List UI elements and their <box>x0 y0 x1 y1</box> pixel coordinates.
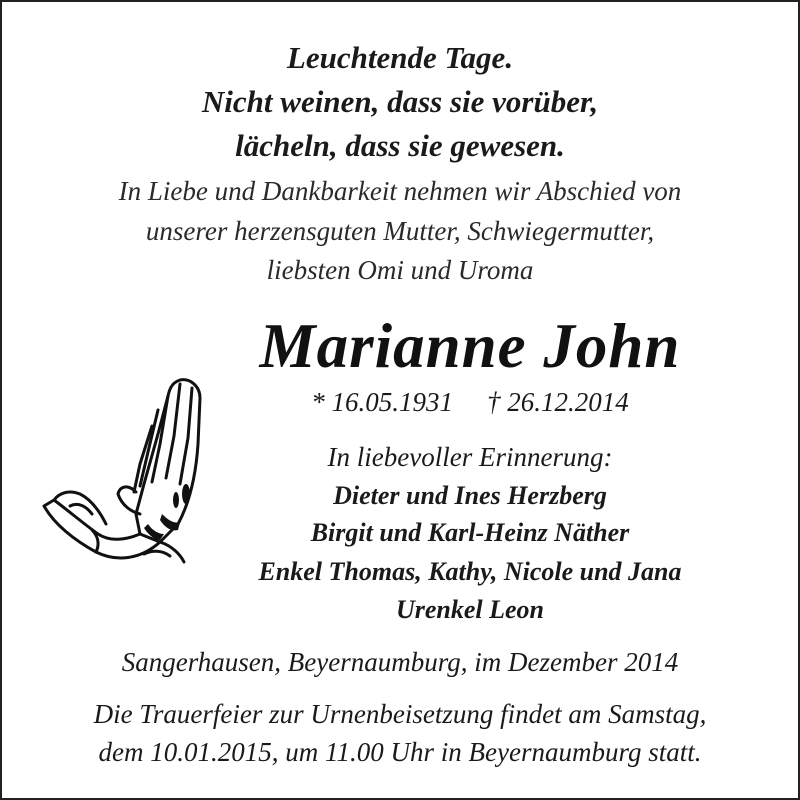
deceased-name: Marianne John <box>259 311 681 381</box>
service-line-1: Die Trauerfeier zur Urnenbeisetzung findet am Samstag, <box>93 699 707 729</box>
mourner-line-4: Urenkel Leon <box>395 595 545 624</box>
motto-line-2: Nicht weinen, dass sie vorüber, <box>201 84 599 119</box>
motto-line-1: Leuchtende Tage. <box>286 40 514 75</box>
intro-line-1: In Liebe und Dankbarkeit nehmen wir Abschied von <box>118 176 682 206</box>
intro-line-2: unserer herzensguten Mutter, Schwiegermutter, <box>145 216 655 246</box>
death-date: † 26.12.2014 <box>487 387 629 417</box>
remembrance-heading: In liebevoller Erinnerung: <box>327 442 613 472</box>
motto-line-3: lächeln, dass sie gewesen. <box>235 128 565 163</box>
mourner-line-2: Birgit und Karl-Heinz Näther <box>310 518 630 547</box>
place-and-date: Sangerhausen, Beyernaumburg, im Dezember 2014 <box>121 647 679 677</box>
mourner-line-3: Enkel Thomas, Kathy, Nicole und Jana <box>258 557 682 586</box>
intro-line-3: liebsten Omi und Uroma <box>266 255 534 285</box>
mourner-line-1: Dieter und Ines Herzberg <box>333 481 607 510</box>
service-line-2: dem 10.01.2015, um 11.00 Uhr in Beyernaumburg statt. <box>98 737 702 767</box>
life-dates <box>142 387 798 418</box>
birth-date: * 16.05.1931 <box>311 387 453 417</box>
